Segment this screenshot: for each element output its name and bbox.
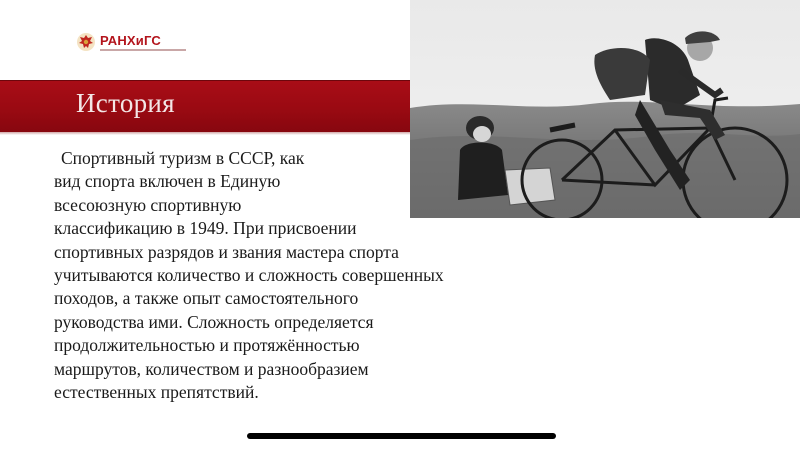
home-indicator[interactable] xyxy=(247,433,556,439)
body-line: походов, а также опыт самостоятельного xyxy=(54,288,359,309)
body-line: классификацию в 1949. При присвоении xyxy=(54,218,357,239)
body-line: спортивных разрядов и звания мастера спорта xyxy=(54,241,399,262)
ranepa-logo xyxy=(76,31,186,53)
title-banner xyxy=(0,80,410,132)
logo-text: РАНХиГС xyxy=(100,32,161,48)
body-line: продолжительностью и протяжённостью xyxy=(54,335,360,356)
slide-title: История xyxy=(76,88,175,118)
logo-subtitle-line xyxy=(100,49,186,51)
body-line: маршрутов, количеством и разнообразием xyxy=(54,358,369,379)
body-paragraph xyxy=(54,147,614,404)
body-line: Спортивный туризм в СССР, как xyxy=(61,148,305,168)
body-line: всесоюзную спортивную xyxy=(54,194,242,215)
body-line: естественных препятствий. xyxy=(54,382,259,403)
double-headed-eagle-icon xyxy=(76,32,96,52)
title-banner-shadow xyxy=(0,132,410,135)
body-line: вид спорта включен в Единую xyxy=(54,171,281,192)
body-line: руководства ими. Сложность определяется xyxy=(54,311,374,332)
body-line: учитываются количество и сложность совершенных xyxy=(54,265,444,286)
